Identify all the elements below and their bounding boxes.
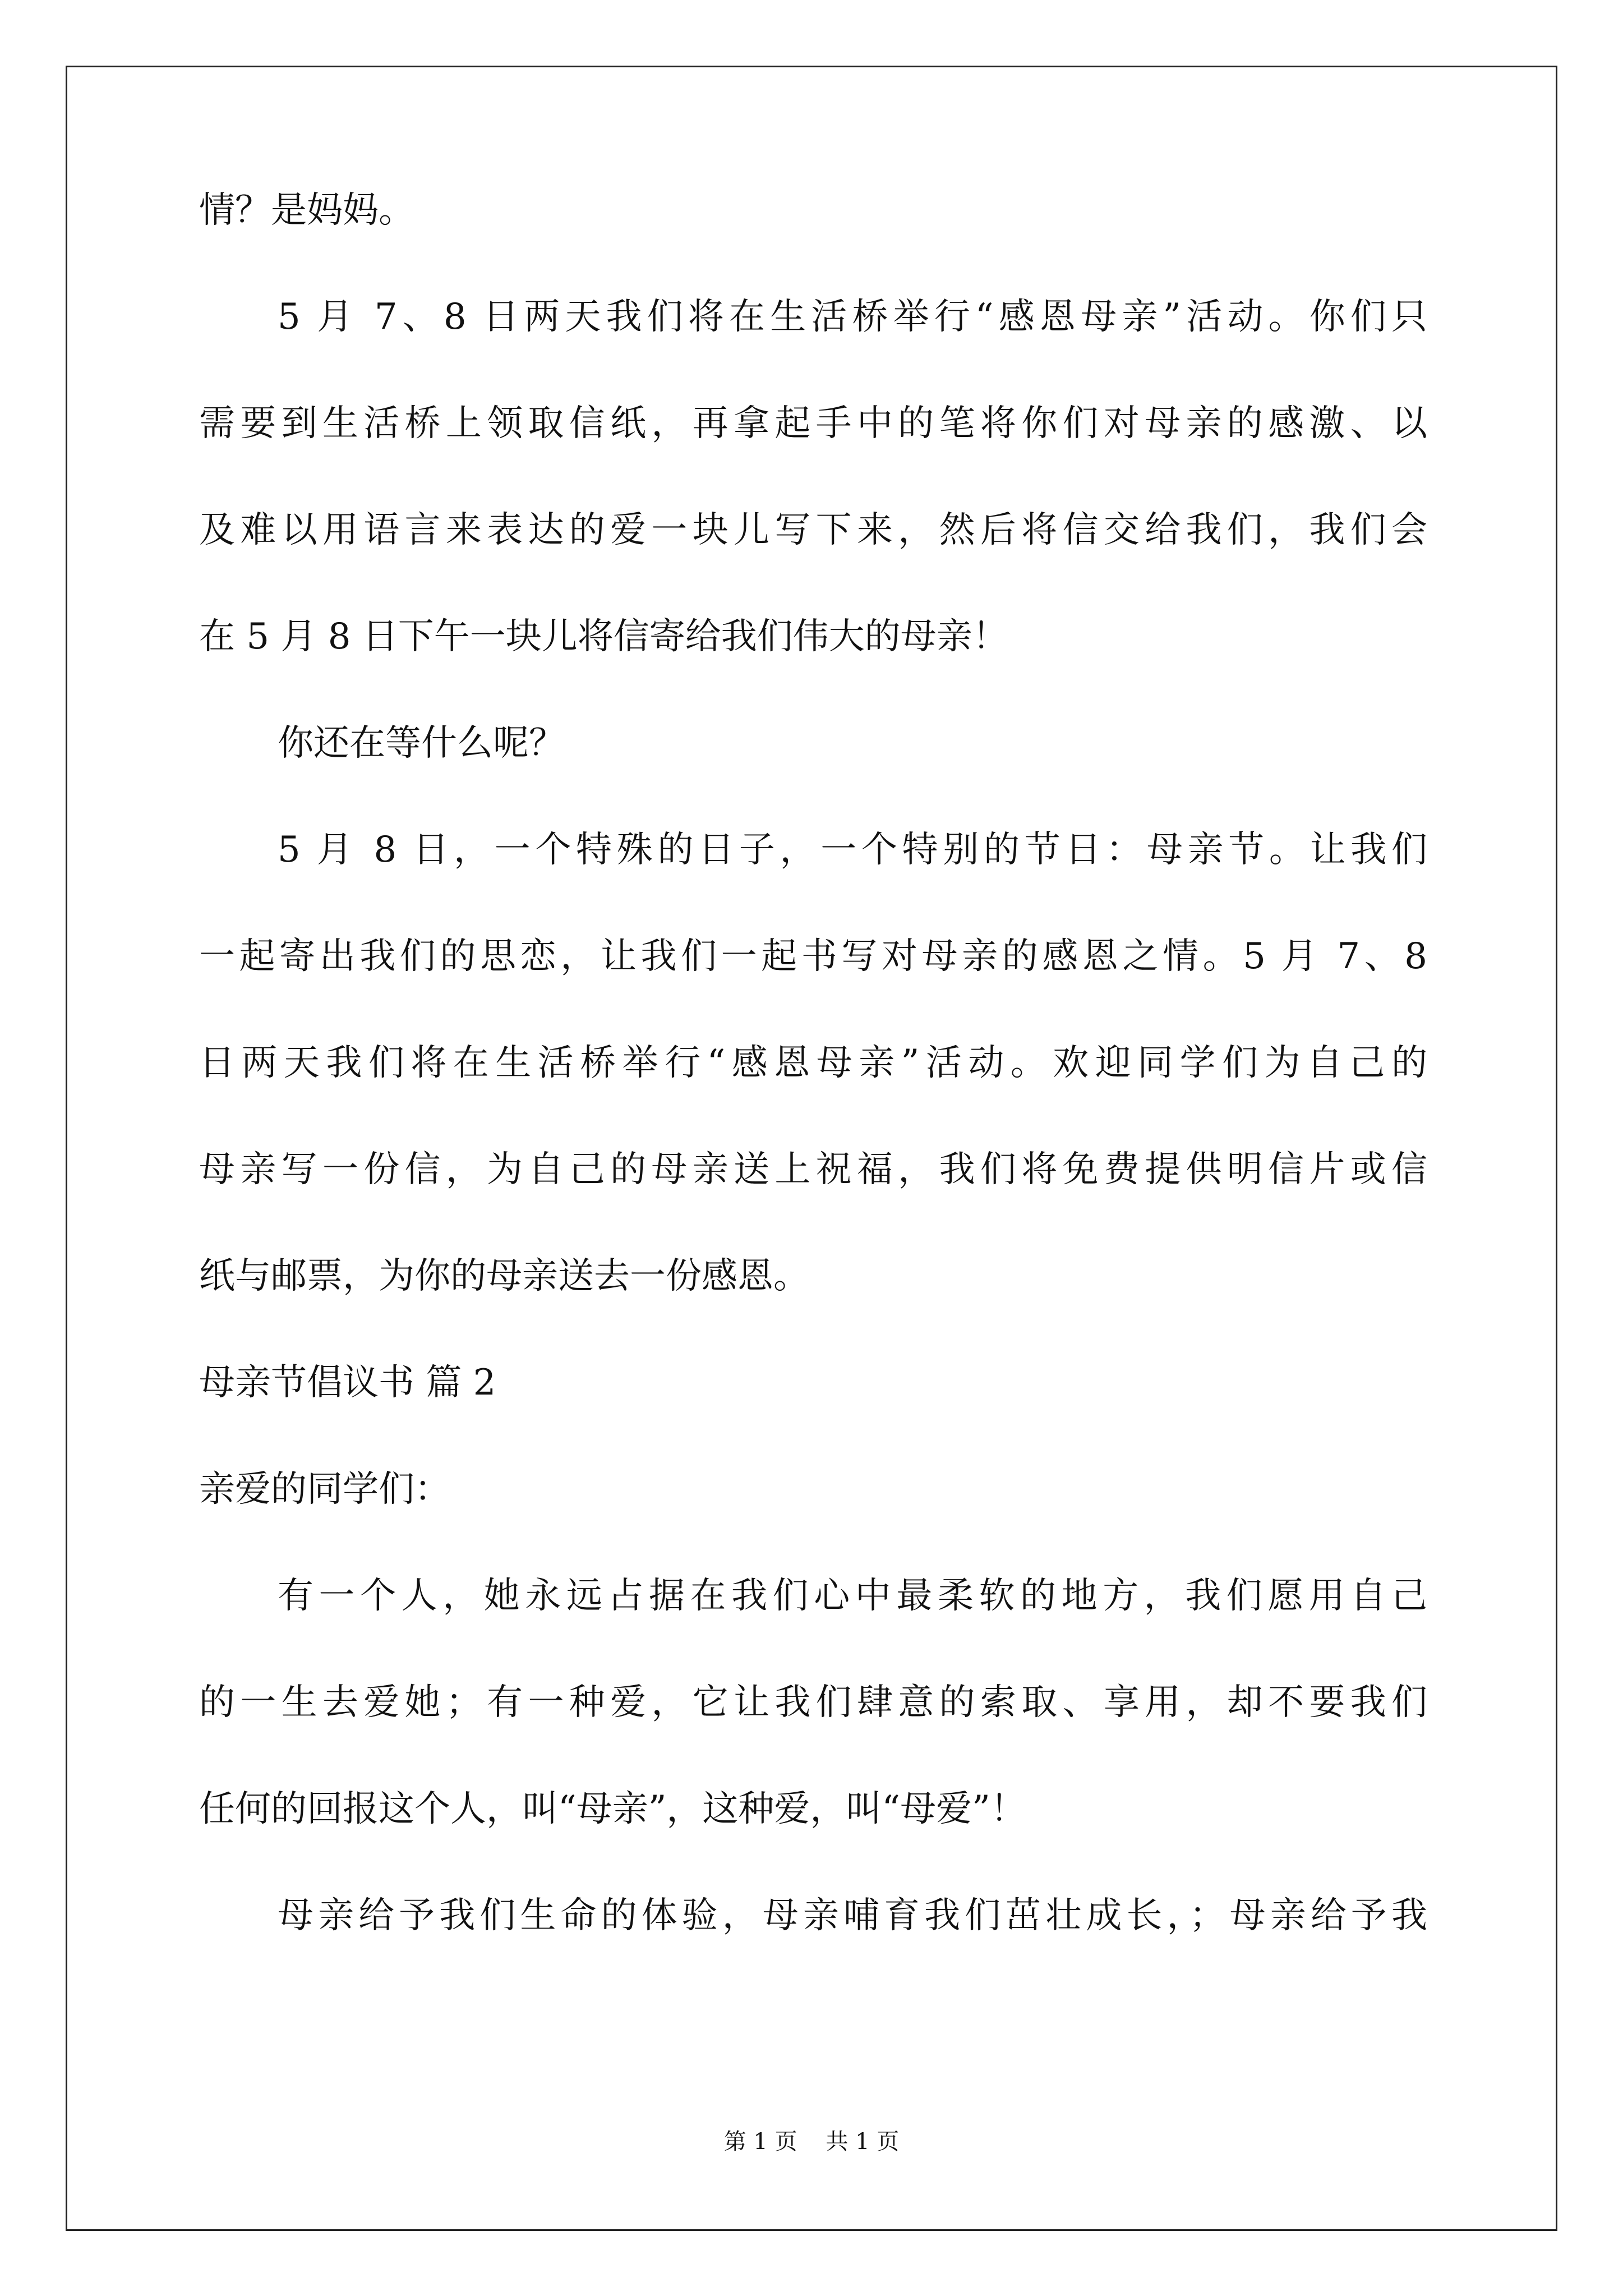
text-line: 5 月 8 日，一个特殊的日子，一个特别的节日：母亲节。让我们	[278, 829, 1427, 871]
text-line: 在 5 月 8 日下午一块儿将信寄给我们伟大的母亲！	[199, 616, 1008, 657]
text-line: 母亲给予我们生命的体验，母亲哺育我们茁壮成长，；母亲给予我	[278, 1895, 1427, 1936]
page-number-footer: 第 1 页 共 1 页	[723, 2129, 900, 2155]
text-line: 的一生去爱她；有一种爱，它让我们肆意的索取、享用，却不要我们	[199, 1682, 1427, 1723]
text-line: 5 月 7、8 日两天我们将在生活桥举行“感恩母亲”活动。你们只	[278, 296, 1427, 338]
text-line: 有一个人，她永远占据在我们心中最柔软的地方，我们愿用自己	[278, 1575, 1427, 1617]
text-line: 你还在等什么呢？	[278, 723, 565, 764]
text-line: 一起寄出我们的思恋，让我们一起书写对母亲的感恩之情。5 月 7、8	[199, 936, 1427, 977]
section-heading: 母亲节倡议书 篇 2	[199, 1362, 496, 1404]
text-line: 情？是妈妈。	[199, 190, 414, 231]
text-line: 需要到生活桥上领取信纸，再拿起手中的笔将你们对母亲的感激、以	[199, 403, 1427, 444]
salutation: 亲爱的同学们：	[199, 1469, 450, 1510]
text-line: 纸与邮票，为你的母亲送去一份感恩。	[199, 1255, 809, 1297]
text-line: 任何的回报这个人，叫“母亲”，这种爱，叫“母爱”！	[199, 1788, 1026, 1830]
text-line: 母亲写一份信，为自己的母亲送上祝福，我们将免费提供明信片或信	[199, 1149, 1427, 1190]
text-line: 日两天我们将在生活桥举行“感恩母亲”活动。欢迎同学们为自己的	[199, 1042, 1427, 1084]
text-line: 及难以用语言来表达的爱一块儿写下来，然后将信交给我们，我们会	[199, 509, 1427, 551]
